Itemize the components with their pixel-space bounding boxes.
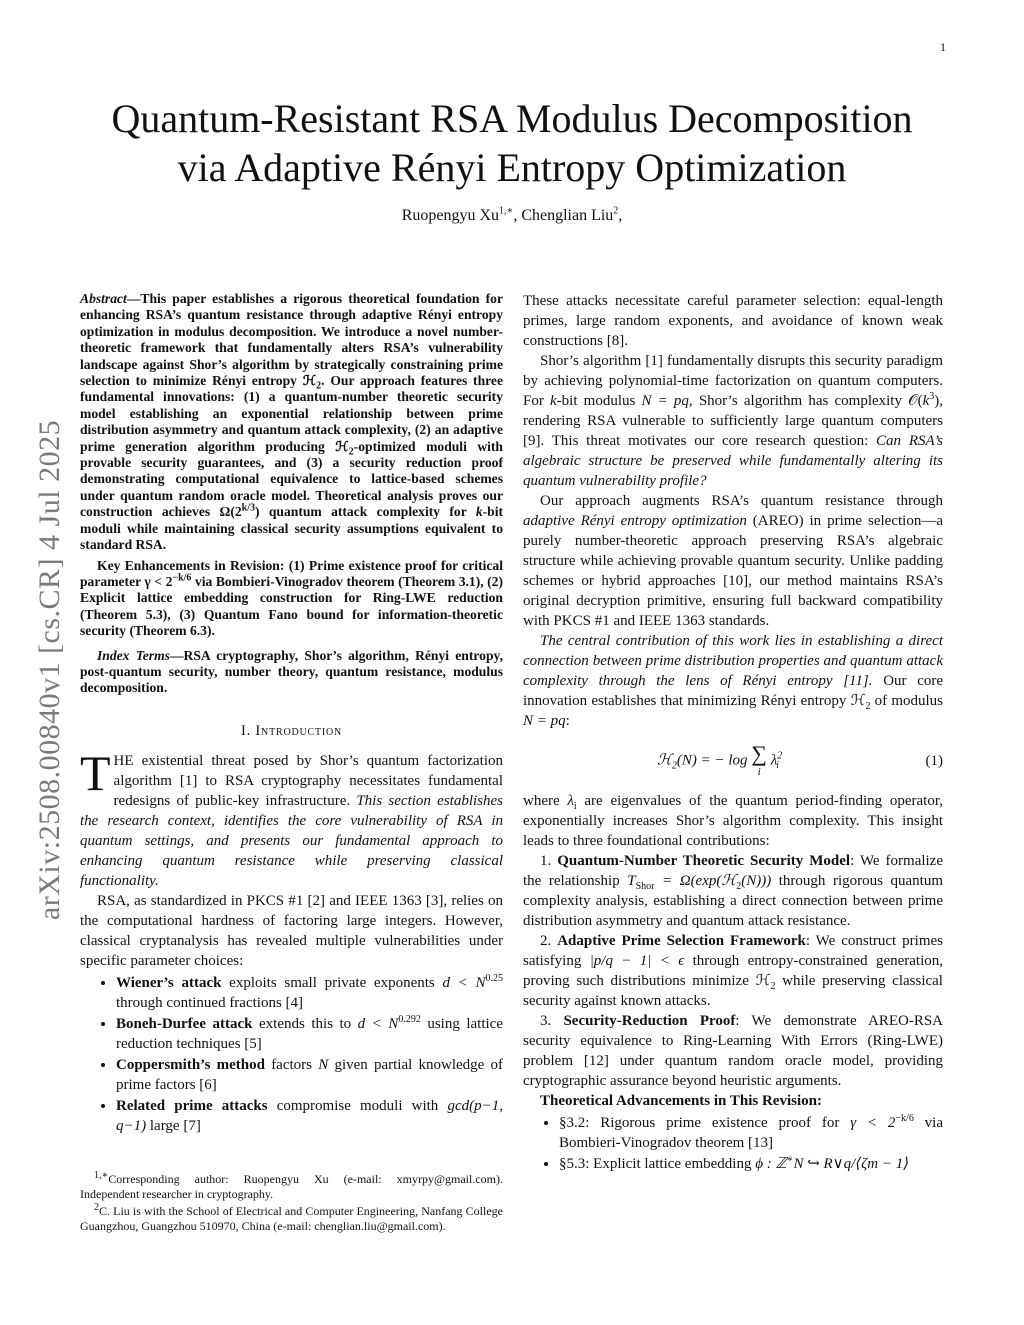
key-text-1: Key Enhancements in Revision: (1) Prime existence proof for critical parameter γ < 2 [80,557,503,589]
bullet-text: through continued fractions [4] [116,994,304,1011]
left-column [80,291,503,1137]
rp2-d: ), rendering RSA vulnerable to sufficiently large quantum computers [9]. This threat motivates our core research question: [523,393,943,449]
rp3-italic: adaptive Rényi entropy optimization [523,513,747,529]
abstract-text-3: -optimized moduli with provable security guarantees, and (3) a security reduction proof demonstrating computational equivalence to lattice-based schemes under quantum random oracle model. Theoretical analysis proves our construction achieves Ω(2 [80,438,503,520]
list-item [116,1055,503,1095]
footnote-1-text: Corresponding author: Ruopengyu Xu (e-mail: xmyrpy@gmail.com). Independent researcher in cryptography. [80,1172,503,1201]
bullet-text: extends this to [252,1015,358,1032]
rp4-c: of modulus [870,693,944,709]
right-paragraph-5 [523,791,943,851]
page-number: 1 [940,40,946,54]
abstract [80,291,503,697]
footnote-2-text: C. Liu is with the School of Electrical and Computer Engineering, Nanfang College Guangzhou, Guangzhou 510970, China (e-mail: chenglian.liu@gmail.com). [80,1204,503,1233]
author-trail: , [618,207,623,224]
rp5-b: are eigenvalues of the quantum period-finding operator, exponentially increases Shor’s algorithm complexity. This insight leads to three foundational contributions: [523,793,943,849]
bullet-title: Related prime attacks [116,1097,268,1114]
index-terms [80,648,503,697]
contribution-2 [523,931,943,1011]
abstract-sub-2: 2 [348,446,354,458]
index-terms-text: —RSA cryptography, Shor’s algorithm, Rényi entropy, post-quantum security, number theory, quantum resistance, modulus decomposition. [80,647,503,696]
list-item [116,973,503,1013]
bullet-title: Boneh-Durfee attack [116,1015,253,1032]
rp3-a: Our approach augments RSA’s quantum resistance through [540,493,943,509]
rev-math: ϕ : ℤ [755,1156,787,1172]
c1-b: through rigorous quantum complexity analysis, establishing a direct connection between prime distribution asymmetry and quantum attack resistance. [523,873,943,929]
intro-p1-start: HE existential threat posed by Shor’s quantum factorization algorithm [1] to RSA cryptography necessitates fundamental redesigns of public-key infrastructure. [113,752,503,809]
key-sup: −k/6 [172,572,192,584]
author-2-marks: 2 [613,205,619,217]
bullet-text: exploits small private exponents [221,974,443,991]
footnote-2-marks: 2 [94,1202,99,1213]
eq-lhs-sub: 2 [671,760,677,772]
list-item [559,1154,943,1174]
rp2-c: , Shor’s algorithm has complexity 𝒪( [688,393,923,409]
bullet-text: factors [264,1056,319,1073]
c2-num: 2. [540,933,558,949]
paper-title [0,94,1024,192]
bullet-sup: 0.292 [398,1013,421,1025]
abstract-sup-3: k/3 [241,502,256,514]
arxiv-stamp-text: arXiv:2508.00840v1 [cs.CR] 4 Jul 2025 [33,419,67,921]
equation-number: (1) [925,753,943,769]
author-1-marks: 1,∗ [499,205,514,217]
list-item [116,1014,503,1054]
list-item [116,1096,503,1136]
title-line-2: via Adaptive Rényi Entropy Optimization [177,145,847,190]
rev-text: §5.3: Explicit lattice embedding [559,1156,756,1172]
rp5-a: where [523,793,568,809]
bullet-math: N [318,1056,329,1073]
rp2-k: k [550,393,557,409]
eq-rhs: λ [770,752,778,769]
bullet-title: Wiener’s attack [116,974,222,991]
rp2-math-2: k [922,393,930,409]
c2-sub: 2 [770,981,776,992]
c2-title: Adaptive Prime Selection Framework [557,933,806,949]
key-text-2: via Bombieri-Vinogradov theorem (Theorem 3.1), (2) Explicit lattice embedding construction for Ring-LWE reduction (Theorem 5.3), (3) Quantum Fano bound for information-theoretic security (Theorem 6.3). [80,573,504,639]
author-2: , Chenglian Liu [513,207,614,224]
right-paragraph-2 [523,351,943,491]
c1-math: T [627,873,636,889]
rev-sup: ∗ [786,1154,794,1165]
right-paragraph-3 [523,491,943,631]
contribution-1 [523,851,943,931]
arxiv-stamp [20,390,80,950]
sigma-symbol: ∑ [751,741,767,766]
equation-body [523,743,913,779]
rev-sup: −k/6 [895,1113,914,1124]
c3-a: : We demonstrate AREO-RSA security equivalence to Ring-Learning With Errors (Ring-LWE) problem [12] under quantum random oracle model, providing cryptographic assurance beyond heuristic arguments. [523,1013,944,1089]
rp5-math: λ [567,793,574,809]
rp2-math-1: N = pq [641,393,689,409]
c2-a: : We construct primes satisfying [523,933,943,969]
c3-num: 3. [540,1013,564,1029]
bullet-math: gcd(p−1, q−1) [116,1097,503,1134]
revision-list [523,1113,943,1174]
list-item [559,1113,943,1153]
right-paragraph-1: These attacks necessitate careful parameter selection: equal-length primes, large random exponents, and avoidance of known weak constructions [8]. [523,293,943,349]
rp4-b: Our core innovation establishes that minimizing Rényi entropy ℋ [523,673,944,709]
c1-title: Quantum-Number Theoretic Security Model [557,853,851,869]
c2-math: |p/q − 1| < ϵ [589,953,685,969]
c2-c: while preserving classical security against known attacks. [523,973,943,1009]
eq-sum [751,743,767,779]
bullet-math: d < N [442,974,486,991]
eq-lhs-arg: (N) = − log [676,752,748,769]
rp4-sub: 2 [865,701,871,712]
eq-rhs-sup: 2 [777,750,783,762]
bullet-text: compromise moduli with [267,1097,448,1114]
intro-paragraph-2: RSA, as standardized in PKCS #1 [2] and IEEE 1363 [3], relies on the computational hardness of factoring large integers. However, classical cryptanalysis has revealed multiple vulnerabilities under specific parameter choices: [80,892,503,969]
rp5-sub: i [573,801,577,812]
rp2-sup: 3 [929,391,935,402]
index-terms-label: Index Terms [97,647,170,663]
abstract-text-2: . Our approach features three fundamental innovations: (1) a quantum-number theoretic security model establishing an exponential relationship between prime distribution asymmetry and quantum attack complexity, (2) an adaptive prime generation algorithm producing ℋ [80,373,503,454]
rp4-d: : [565,713,570,729]
rp2-italic: Can RSA’s algebraic structure be preserved while fundamentally altering its quantum vulnerability profile? [523,433,943,489]
footnotes [80,1172,503,1236]
author-line [0,207,1024,225]
abstract-sub-1: 2 [316,380,322,392]
dropcap-letter: T [80,744,111,801]
bullet-title: Coppersmith’s method [116,1056,265,1073]
rp3-b: (AREO) in prime selection—a purely number-theoretic approach preserving RSA’s algebraic structure while achieving provable quantum security. Unlike padding schemes or hybrid approaches [10], our method maintains RSA’s original decryption primitive, ensuring full backward compatibility with PKCS #1 and IEEE 1363 standards. [523,513,943,629]
attack-list [80,973,503,1136]
intro-p1-italic: This section establishes the research context, identifies the core vulnerability of RSA in quantum settings, and presents our fundamental approach to enhancing quantum resistance while preserving classical functionality. [80,792,503,889]
abstract-paragraph [80,291,503,554]
c1-math-2: = Ω(exp(ℋ [654,873,737,889]
abstract-text-1: —This paper establishes a rigorous theoretical foundation for enhancing RSA’s quantum resistance through adaptive Rényi entropy optimization in modulus decomposition. We introduce a novel number-theoretic framework that fundamentally alters RSA’s vulnerability landscape against Shor’s algorithm by strategically constraining prime selection to minimize Rényi entropy ℋ [80,291,503,389]
eq-lhs: ℋ [657,752,672,769]
key-enhancements [80,558,503,640]
c1-num: 1. [540,853,558,869]
c3-title: Security-Reduction Proof [563,1013,736,1029]
c2-b: through entropy-constrained generation, proving such distributions minimize ℋ [523,953,943,989]
c1-sub: Shor [635,881,655,892]
bullet-text: using lattice reduction techniques [5] [116,1015,503,1052]
c1-sub-2: 2 [736,881,742,892]
contribution-3 [523,1011,943,1091]
abstract-k: k [475,504,483,520]
bullet-math: d < N [357,1015,399,1032]
right-column [523,291,943,1175]
footnote-2 [80,1204,503,1233]
author-1: Ruopengyu Xu [401,207,500,224]
footnote-1 [80,1172,503,1201]
rp2-b: -bit modulus [556,393,642,409]
c1-math-3: (N))) [741,873,772,889]
rev-math: γ < 2 [850,1115,896,1131]
eq-rhs-sub: i [776,760,779,772]
bullet-text: large [7] [146,1117,201,1134]
bullet-text: given partial knowledge of prime factors [6] [116,1056,504,1093]
rev-text: N ↪ R∨q/⟨ζm − 1⟩ [793,1156,910,1172]
title-line-1: Quantum-Resistant RSA Modulus Decomposition [111,96,913,141]
rev-text: via Bombieri-Vinogradov theorem [13] [559,1115,943,1151]
abstract-text-4: ) quantum attack complexity for [255,504,476,520]
equation-1 [523,733,943,789]
right-paragraph-4 [523,631,943,731]
c1-a: : We formalize the relationship [523,853,943,889]
intro-paragraph-1 [80,744,503,891]
abstract-text-5: -bit moduli while maintaining classical security assumptions equivalent to standard RSA. [80,504,503,553]
rev-text: §3.2: Rigorous prime existence proof for [559,1115,851,1131]
section-heading-introduction: I. Introduction [240,722,343,739]
rp2-a: Shor’s algorithm [1] fundamentally disrupts this security paradigm by achieving polynomial-time factorization on quantum computers. For [523,353,943,409]
abstract-label: Abstract [80,291,127,306]
footnote-1-marks: 1,∗ [94,1170,109,1181]
revision-heading: Theoretical Advancements in This Revision: [540,1093,822,1109]
rp4-italic: The central contribution of this work lies in establishing a direct connection between prime distribution properties and quantum attack complexity through the lens of Rényi entropy [11]. [523,633,943,689]
eq-sum-sub: i [757,766,761,778]
rp4-math: N = pq [523,713,566,729]
bullet-sup: 0.25 [485,972,504,984]
